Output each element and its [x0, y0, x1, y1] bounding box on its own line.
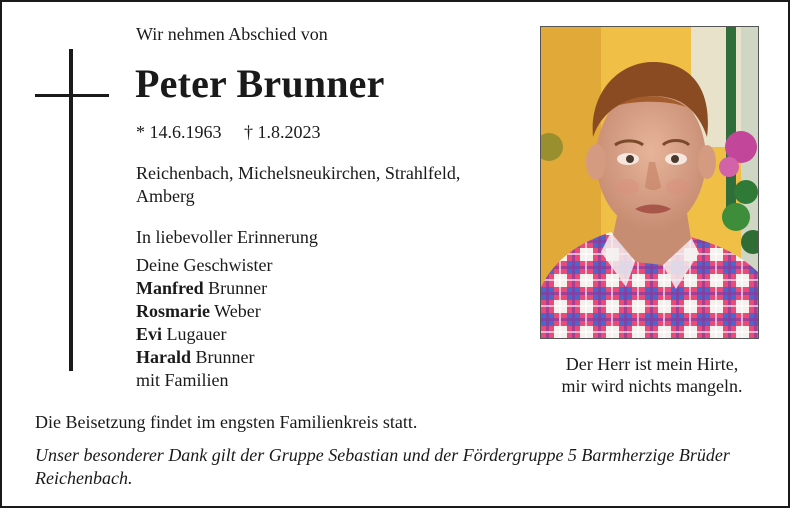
bible-quote — [532, 353, 772, 397]
quote-line-2: mir wird nichts mangeln. — [561, 376, 743, 396]
mourner-first-name: Manfred — [136, 278, 204, 298]
mourner-entry — [136, 300, 272, 323]
mourner-first-name: Harald — [136, 347, 192, 367]
mourner-entry — [136, 277, 272, 300]
life-dates — [136, 122, 321, 143]
mourner-last-name: Brunner — [208, 278, 268, 298]
memory-text: In liebevoller Erinnerung — [136, 227, 318, 247]
mourners-list — [136, 254, 272, 392]
cross-horizontal-bar — [35, 94, 109, 97]
quote-line-1: Der Herr ist mein Hirte, — [565, 354, 739, 374]
funeral-text: Die Beisetzung findet im engsten Familienkreis statt. — [35, 412, 418, 432]
mourner-last-name: Brunner — [195, 347, 255, 367]
mourner-last-name: Lugauer — [166, 324, 227, 344]
mourners-intro: Deine Geschwister — [136, 255, 273, 275]
mourner-first-name: Evi — [136, 324, 163, 344]
mourner-entry — [136, 346, 272, 369]
mourner-entry — [136, 323, 272, 346]
death-date: † 1.8.2023 — [244, 122, 321, 142]
thanks-text: Unser besonderer Dank gilt der Gruppe Sebastian und der Fördergruppe 5 Barmherzige Brüder Reichenbach. — [35, 445, 730, 488]
portrait-photo — [540, 26, 759, 339]
birth-date: * 14.6.1963 — [136, 122, 222, 142]
mourners-outro: mit Familien — [136, 370, 229, 390]
cross-vertical-bar — [69, 49, 73, 371]
portrait-photo-illustration — [541, 27, 758, 338]
places-text: Reichenbach, Michelsneukirchen, Strahlfeld, Amberg — [136, 163, 461, 206]
intro-text: Wir nehmen Abschied von — [136, 24, 328, 44]
deceased-name: Peter Brunner — [135, 61, 385, 106]
mourner-last-name: Weber — [214, 301, 261, 321]
mourner-first-name: Rosmarie — [136, 301, 210, 321]
